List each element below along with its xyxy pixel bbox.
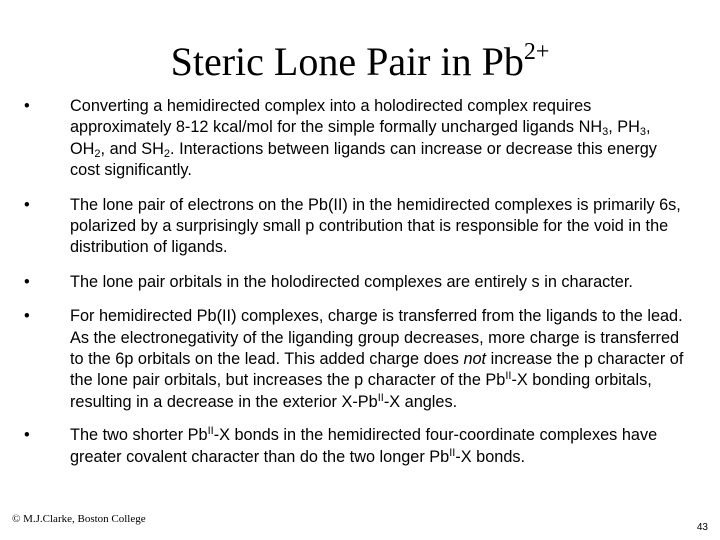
bullet-text-part: -X bonding orbitals, resulting in a decrease in the exterior X-Pb [70,371,652,411]
bullet-text-part: . Interactions between ligands can increase or decrease this energy cost significantly. [70,139,657,180]
bullet-text: The lone pair orbitals in the holodirected complexes are entirely s in character. [70,272,633,291]
subscript: 2 [94,147,101,160]
superscript: II [207,425,214,438]
bullet-icon: • [24,272,30,291]
bullet-icon: • [24,426,30,445]
bullet-text-part: Converting a hemidirected complex into a holodirected complex requires approximately 8-12 kcal/mol for the simple formally uncharged ligands NH [70,97,603,137]
bullet-icon: • [24,307,30,326]
page-number: 43 [696,522,708,533]
bullet-text-part: -X bonds in the hemidirected four-coordinate complexes have greater covalent character than do the two longer Pb [70,426,658,466]
bullet-text-part: increase the p character of the lone pair orbitals, but increases the p character of the Pb [70,350,684,390]
slide-title [0,38,720,86]
footer-credit: © M.J.Clarke, Boston College [12,513,146,525]
bullet-text-part: -X bonds. [455,447,526,466]
bullet-icon: • [24,195,30,214]
emphasis-text: not [463,350,487,369]
bullet-item-covalent-bonds [24,425,684,468]
bullet-text-part: For hemidirected Pb(II) complexes, charge is transferred from the ligands to the lead. As the electronegativity of the liganding group decreases, more charge is transferred to the 6p orbitals on the lead. This added charge does [70,307,683,369]
bullet-text-part: , PH [608,118,640,137]
bullet-text-part: , and SH [100,139,164,158]
title-charge: 2+ [523,38,550,65]
bullet-text-part: -X angles. [383,392,458,411]
bullet-item-lone-pair-6s [24,195,684,259]
superscript: II [505,370,512,383]
bullet-text-part: The two shorter Pb [70,426,208,445]
bullet-item-charge-transfer [24,306,684,413]
subscript: 3 [602,126,609,139]
subscript: 2 [163,147,171,160]
title-text: Steric Lone Pair in Pb [170,39,524,84]
bullet-item-energy-cost [24,96,684,182]
bullet-icon: • [24,97,30,115]
superscript: II [377,391,384,404]
bullet-item-holodirected-s [24,272,684,293]
bullet-text: The lone pair of electrons on the Pb(II) in the hemidirected complexes is primarily 6s, polarized by a surprisingly small p contribution that is responsible for the void in the distribution of ligands. [70,195,681,257]
bullet-list [24,96,684,481]
bullet-text-part: , OH [70,118,651,158]
superscript: II [449,446,456,459]
subscript: 3 [639,126,647,139]
